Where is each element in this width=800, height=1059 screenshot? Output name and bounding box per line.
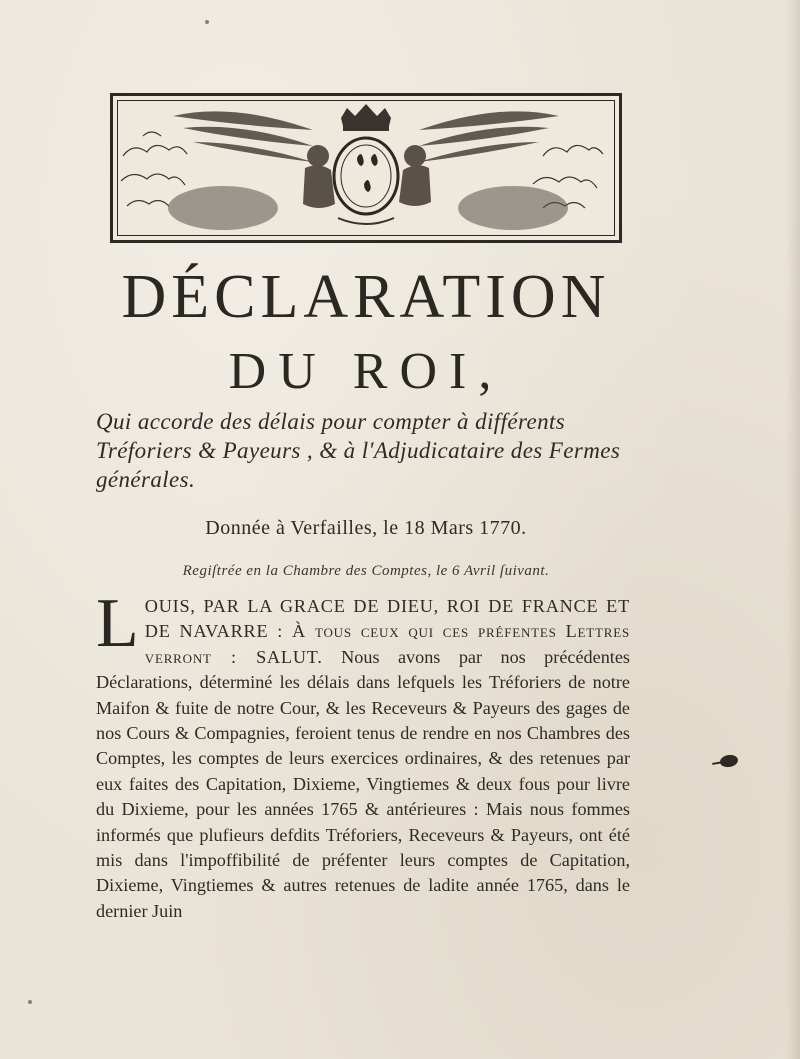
issue-date-line: Donnée à Verfailles, le 18 Mars 1770. [205,517,527,539]
body-text: Nous avons par nos précédentes Déclarations, déterminé les délais dans lefquels les Tréforiers de notre Maifon & fuite de notre Cour, & les Receveurs & Payeurs des gages de nos Cours & Compagnies, feroient tenus de rendre en nos Chambres des Comptes, les comptes de leurs exercices ordinaires, & des retenues par eux faites des Capitation, Dixieme, Vingtiemes & deux fous pour livre du Dixieme, pour les années 1765 & antérieures : Mais nous fommes informés que plufieurs defdits Tréforiers, Receveurs & Payeurs, ont été mis dans l'impoffibilité de préfenter leurs comptes de Capitation, Dixieme, Vingtiemes & autres retenues de ladite année 1765, dans le dernier Juin [96,646,631,921]
registration-note: Regiſtrée en la Chambre des Comptes, le 6 Avril ſuivant. [182,563,550,579]
paper-speck [28,1000,32,1004]
header-vignette [110,93,622,243]
declaration-subtitle: DU ROI, [228,343,504,400]
royal-address: OUIS, PAR LA GRACE DE DIEU, ROI DE FRANCE ET DE NAVARRE : À tous ceux qui ces préfentes Lettres verront : SALUT. [144,596,630,667]
drop-cap: L [96,585,139,662]
declaration-title: DÉCLARATION [121,263,611,331]
royal-arms-fleur-de-lis-icon [113,96,619,240]
paper-speck [205,20,209,24]
declaration-summary: Qui accorde des délais pour compter à différents Tréforiers & Payeurs , & à l'Adjudicataire des Fermes générales. [96,409,621,492]
page-edge-shadow [786,0,800,1059]
body-paragraph [96,585,631,924]
